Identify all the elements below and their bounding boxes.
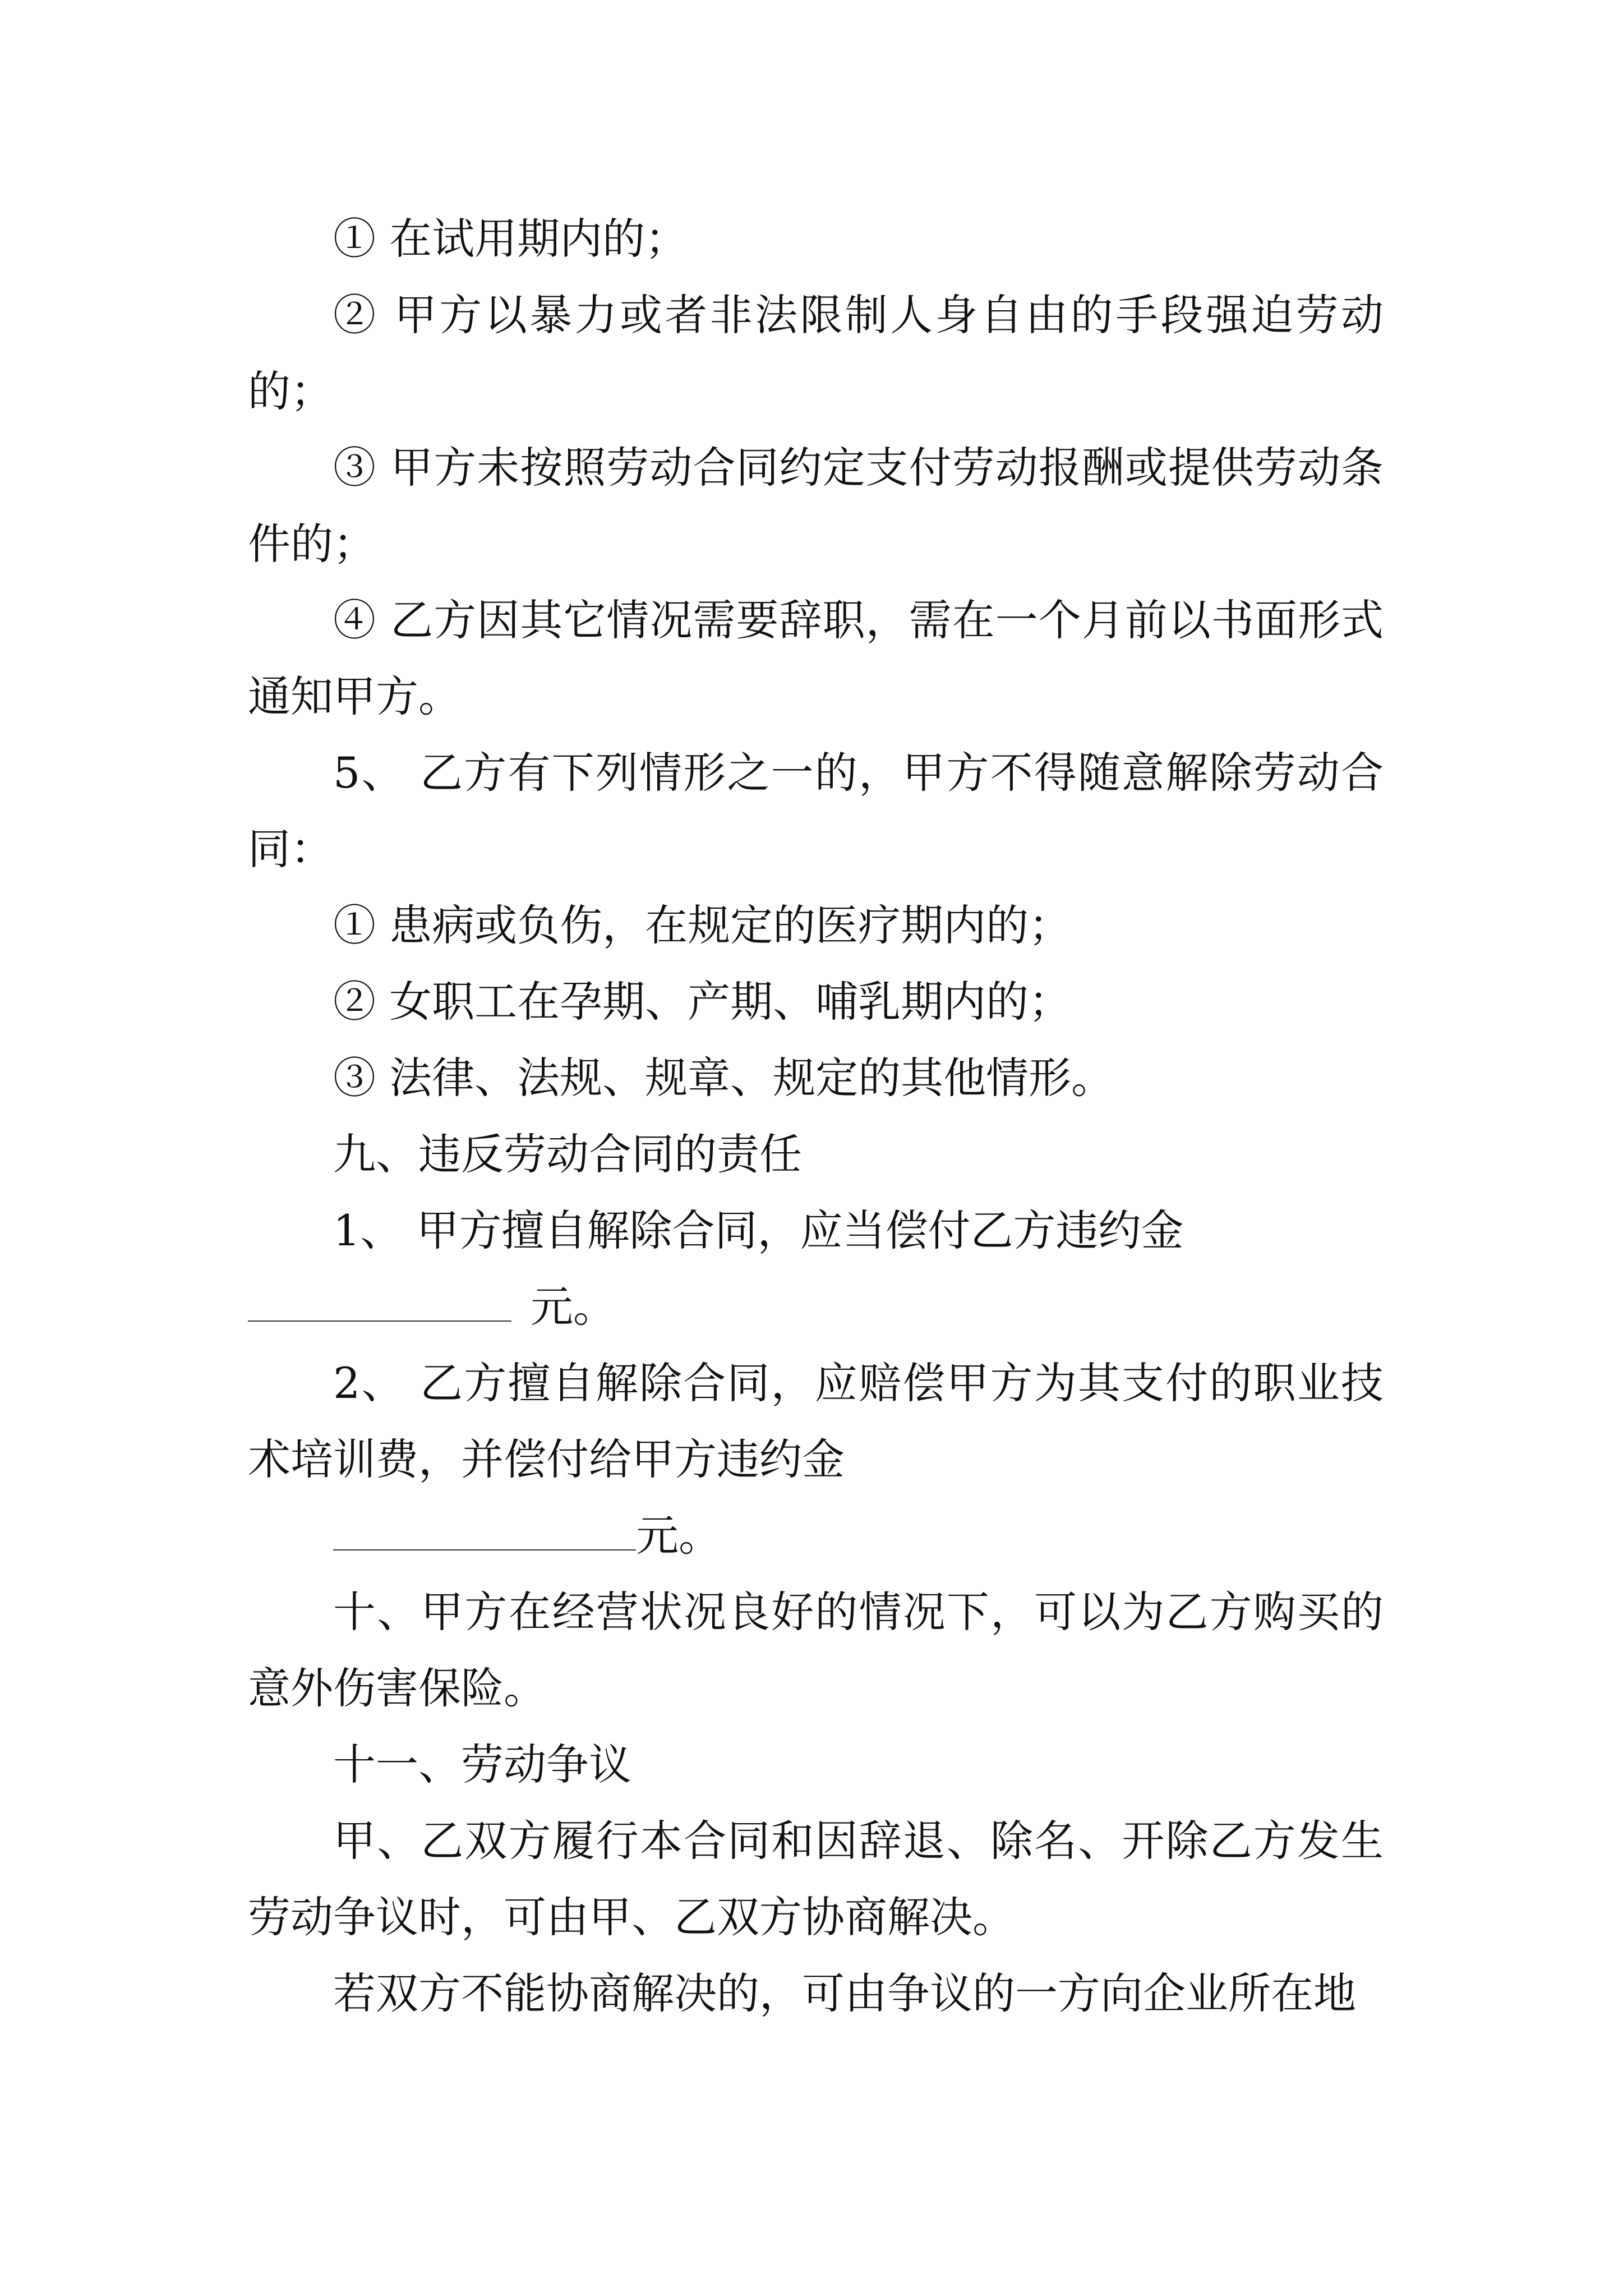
- clause-other-situations: ③ 法律、法规、规章、规定的其他情形。: [333, 1053, 1114, 1103]
- clause-resignation-notice: ④ 乙方因其它情况需要辞职，需在一个月前以书面形式通知甲方。: [248, 595, 1384, 721]
- clause-female-employee: ② 女职工在孕期、产期、哺乳期内的；: [333, 977, 1072, 1027]
- employee-penalty-amount-blank[interactable]: [333, 1504, 636, 1550]
- clause-forced-labor: ② 甲方以暴力或者非法限制人身自由的手段强迫劳动的；: [248, 290, 1384, 416]
- section-10-insurance: 十、甲方在经营状况良好的情况下，可以为乙方购买的意外伤害保险。: [248, 1587, 1384, 1713]
- clause-probation: ① 在试用期内的；: [333, 214, 688, 264]
- penalty-unit: 元。: [531, 1282, 616, 1332]
- penalty-amount-blank[interactable]: [248, 1276, 511, 1322]
- clause-employee-penalty-amount: [248, 1498, 1384, 1574]
- clause-employer-penalty-amount: [248, 1269, 1384, 1345]
- clause-employee-penalty: 2、 乙方擅自解除合同，应赔偿甲方为其支付的职业技术培训费，并偿付给甲方违约金: [248, 1358, 1384, 1484]
- employee-penalty-unit: 元。: [636, 1511, 721, 1561]
- clause-illness: ① 患病或负伤，在规定的医疗期内的；: [333, 900, 1072, 950]
- contract-body: [248, 201, 1384, 2032]
- clause-employer-penalty: 1、 甲方擅自解除合同，应当偿付乙方违约金: [333, 1205, 1184, 1255]
- section-9-heading: 九、违反劳动合同的责任: [333, 1129, 802, 1179]
- clause-dispute-negotiation: 甲、乙双方履行本合同和因辞退、除名、开除乙方发生劳动争议时，可由甲、乙双方协商解决。: [248, 1816, 1384, 1942]
- clause-unpaid-wages: ③ 甲方未按照劳动合同约定支付劳动报酬或提供劳动条件的；: [248, 443, 1384, 569]
- clause-dispute-arbitration: 若双方不能协商解决的，可由争议的一方向企业所在地: [333, 1968, 1356, 2018]
- clause-5-heading: 5、 乙方有下列情形之一的，甲方不得随意解除劳动合同：: [248, 748, 1384, 874]
- section-11-heading: 十一、劳动争议: [333, 1740, 631, 1789]
